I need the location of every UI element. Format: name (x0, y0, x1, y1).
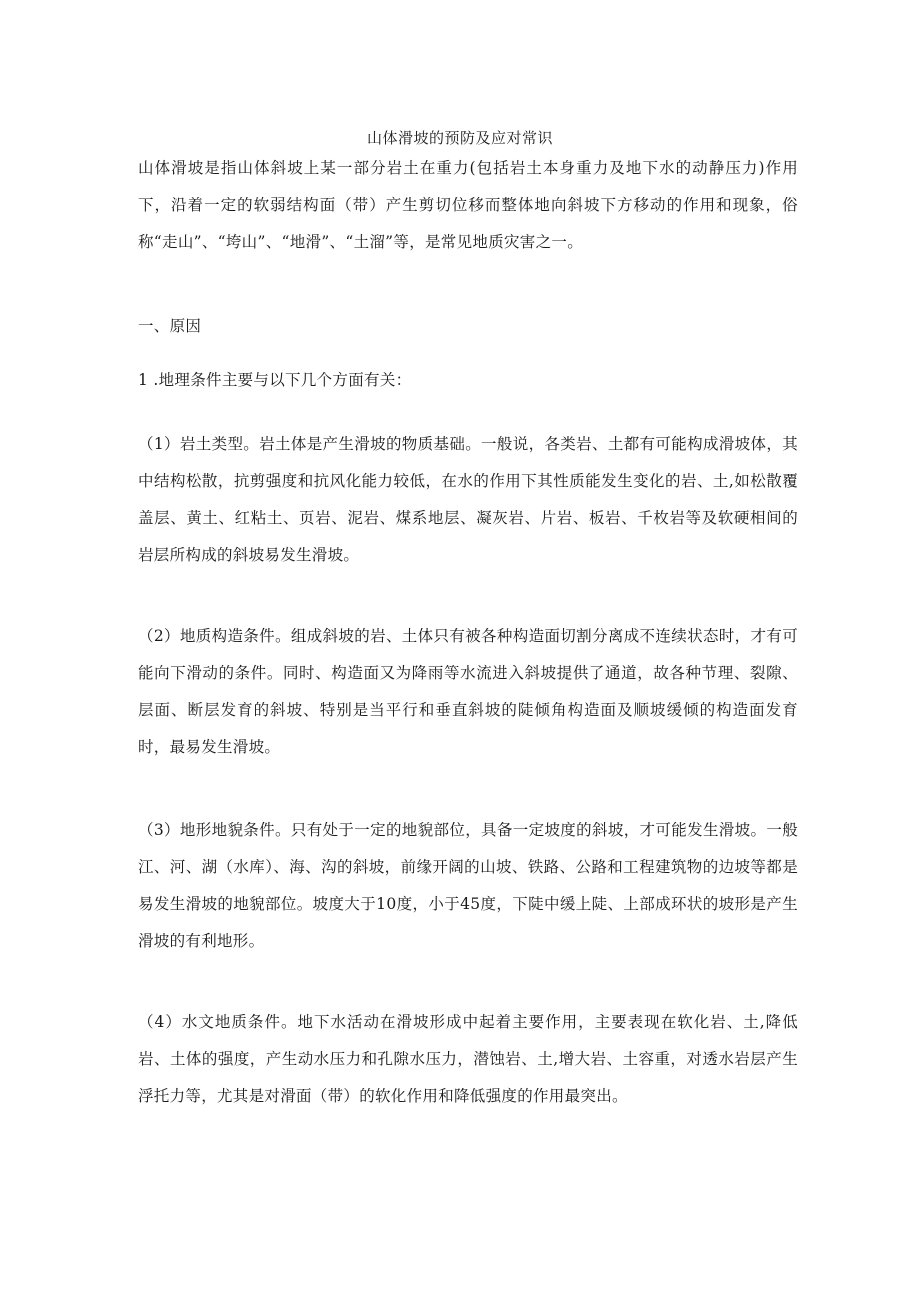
item-hydrogeology: （4）水文地质条件。地下水活动在滑坡形成中起着主要作用，主要表现在软化岩、土,降低岩、土体的强度，产生动水压力和孔隙水压力，潜蚀岩、土,增大岩、土容重，对透水岩层产生浮托力等，尤其是对滑面（带）的软化作用和降低强度的作用最突出。 (138, 1013, 798, 1105)
item-geological-structure: （2）地质构造条件。组成斜坡的岩、土体只有被各种构造面切割分离成不连续状态时，才有可能向下滑动的条件。同时、构造面又为降雨等水流进入斜坡提供了通道，故各种节理、裂隙、层面、断层发育的斜坡、特别是当平行和垂直斜坡的陡倾角构造面及顺坡缓倾的构造面发育时，最易发生滑坡。 (138, 627, 798, 756)
item-landform: （3）地形地貌条件。只有处于一定的地貌部位，具备一定坡度的斜坡，才可能发生滑坡。一般江、河、湖（水库）、海、沟的斜坡，前缘开阔的山坡、铁路、公路和工程建筑物的边坡等都是易发生滑坡的地貌部位。坡度大于10度，小于45度，下陡中缓上陡、上部成环状的坡形是产生滑坡的有利地形。 (138, 821, 798, 950)
item-rock-soil-type: （1）岩土类型。岩土体是产生滑坡的物质基础。一般说，各类岩、土都有可能构成滑坡体，其中结构松散，抗剪强度和抗风化能力较低，在水的作用下其性质能发生变化的岩、土,如松散覆盖层、黄土、红粘土、页岩、泥岩、煤系地层、凝灰岩、片岩、板岩、千枚岩等及软硬相间的岩层所构成的斜坡易发生滑坡。 (138, 435, 798, 564)
section-heading-causes: 一、原因 (138, 317, 202, 335)
intro-paragraph: 山体滑坡是指山体斜坡上某一部分岩土在重力(包括岩土本身重力及地下水的动静压力)作用下，沿着一定的软弱结构面（带）产生剪切位移而整体地向斜坡下方移动的作用和现象，俗称“走山”、“垮山”、“地滑”、“土溜”等，是常见地质灾害之一。 (138, 159, 798, 251)
subsection-heading-geography: 1 .地理条件主要与以下几个方面有关： (138, 371, 412, 389)
document-title: 山体滑坡的预防及应对常识 (366, 129, 553, 147)
